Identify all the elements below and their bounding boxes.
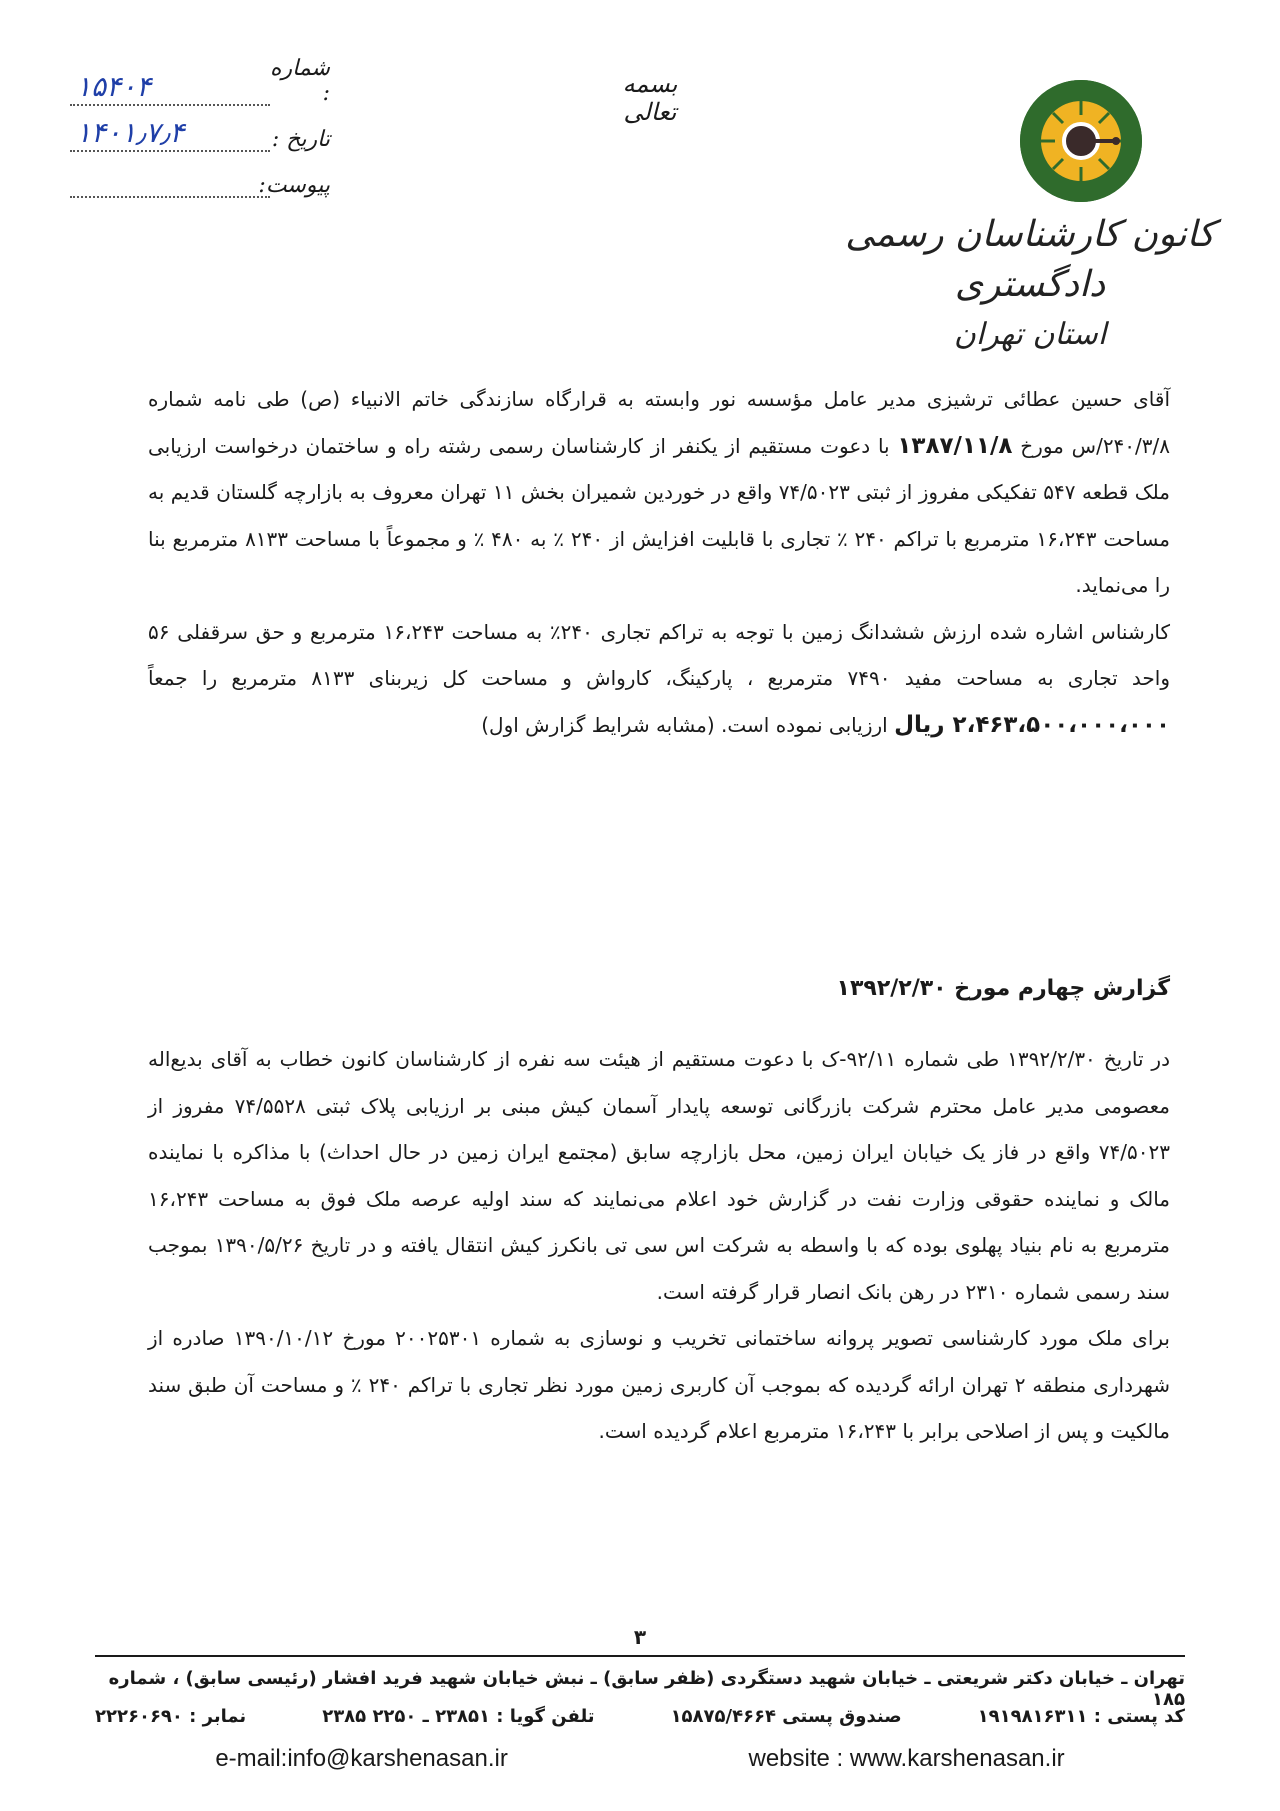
p2-amount: ۲،۴۶۳،۵۰۰،۰۰۰،۰۰۰ ریال — [894, 711, 1170, 738]
p2-text-b: ارزیابی نموده است. (مشابه شرایط گزارش اول) — [481, 712, 895, 737]
meta-attachment-value — [70, 162, 270, 198]
footer-contacts — [95, 1706, 1185, 1727]
footer-fax: نمابر : ۲۲۲۶۰۶۹۰ — [95, 1706, 247, 1727]
footer-email-link[interactable]: e-mail:info@karshenasan.ir — [215, 1745, 508, 1772]
footer-address: تهران ـ خیابان دکتر شریعتی ـ خیابان شهید دستگردی (ظفر سابق) ـ نبش خیابان شهید فرید افشار (رئیسی سابق) ، شماره ۱۸۵ — [108, 1668, 1185, 1710]
report-section-3 — [148, 376, 1170, 748]
footer-divider — [95, 1655, 1185, 1657]
paragraph-2 — [148, 609, 1170, 749]
org-name-line1: کانون کارشناسان رسمی دادگستری — [845, 214, 1215, 306]
bismillah: بسمه تعالی — [622, 70, 678, 126]
footer-phone: تلفن گویا : ۲۳۸۵۱ ـ ۲۲۵۰ ۲۳۸۵ — [322, 1706, 595, 1727]
footer-website-link[interactable]: website : www.karshenasan.ir — [748, 1745, 1065, 1772]
paragraph-1 — [148, 376, 1170, 609]
meta-date — [60, 106, 330, 152]
meta-date-label: تاریخ : — [271, 127, 330, 152]
p2-text-a: کارشناس اشاره شده ارزش ششدانگ زمین با توجه به تراکم تجاری ۲۴۰٪ به مساحت ۱۶،۲۴۳ مترمربع و حق سرقفلی ۵۶ واحد تجاری به مساحت مفید ۷۴۹۰ مترمربع ، پارکینگ، کارواش و مساحت کل زیربنای ۸۱۳۳ مترمربع را جمعاً — [148, 619, 1170, 690]
paragraph-4: برای ملک مورد کارشناسی تصویر پروانه ساختمانی تخریب و نوسازی به شماره ۲۰۰۲۵۳۰۱ مورخ ۱۳۹۰/۱۰/۱۲ صادره از شهرداری منطقه ۲ تهران ارائه گردیده که بموجب آن کاربری زمین مورد نظر تجاری با تراکم ۲۴۰ ٪ و مساحت آن طبق سند مالکیت و پس از اصلاحی برابر با ۱۶،۲۴۳ مترمربع اعلام گردیده است. — [148, 1326, 1171, 1443]
letter-meta — [60, 56, 330, 198]
meta-number-value: ۱۵۴۰۴ — [70, 70, 270, 106]
p1-text-a: آقای حسین عطائی ترشیزی مدیر عامل مؤسسه نور وابسته به قرارگاه سازندگی خاتم الانبیاء (ص) طی نامه شماره ۲۴۰/۳/۸/س مورخ — [148, 387, 1170, 458]
org-name — [840, 210, 1220, 359]
meta-date-value: ۱۴۰۱٫۷٫۴ — [70, 116, 270, 152]
footer-postal-code: کد پستی : ۱۹۱۹۸۱۶۳۱۱ — [977, 1706, 1185, 1727]
org-name-line2: استان تهران — [953, 316, 1107, 352]
p1-text-b: با دعوت مستقیم از یکنفر از کارشناسان رسمی رشته راه و ساختمان درخواست ارزیابی ملک قطعه ۵۴۷ تفکیکی مفروز از ثبتی ۷۴/۵۰۲۳ واقع در خوردین شمیران بخش ۱۱ تهران معروف به بازارچه گلستان قدیم به مساحت ۱۶،۲۴۳ مترمربع با تراکم ۲۴۰ ٪ تجاری با قابلیت افزایش از ۲۴۰ ٪ به ۴۸۰ ٪ و مجموعاً با مساحت ۸۱۳۳ مترمربع بنا را می‌نماید. — [148, 433, 1171, 597]
org-logo-icon — [1020, 80, 1142, 202]
footer-web — [95, 1745, 1185, 1773]
footer-po-box: صندوق پستی ۱۵۸۷۵/۴۶۶۴ — [670, 1706, 902, 1727]
paragraph-3: در تاریخ ۱۳۹۲/۲/۳۰ طی شماره ۹۲/۱۱-ک با دعوت مستقیم از هیئت سه نفره از کارشناسان کانون خطاب به آقای بدیع‌اله معصومی مدیر عامل محترم شرکت بازرگانی توسعه پایدار آسمان کیش مبنی بر ارزیابی پلاک ثبتی ۷۴/۵۵۲۸ مفروز از ۷۴/۵۰۲۳ واقع در فاز یک خیابان ایران زمین، محل بازارچه سابق (مجتمع ایران زمین در حال احداث) با مذاکره با نماینده مالک و نماینده حقوقی وزارت نفت در گزارش خود اعلام می‌نمایند که سند اولیه عرصه ملک فوق به مساحت ۱۶،۲۴۳ مترمربع به نام بنیاد پهلوی بوده که با واسطه به شرکت اس سی تی بانکرز کیش انتقال یافته و در تاریخ ۱۳۹۰/۵/۲۶ بموجب سند رسمی شماره ۲۳۱۰ در رهن بانک انصار قرار گرفته است. — [148, 1047, 1170, 1304]
p1-date: ۱۳۸۷/۱۱/۸ — [897, 432, 1013, 459]
meta-attachment-label: پیوست: — [258, 173, 330, 198]
meta-number — [60, 56, 330, 106]
section-heading: گزارش چهارم مورخ ۱۳۹۲/۲/۳۰ — [836, 976, 1170, 1001]
meta-attachment — [60, 152, 330, 198]
meta-number-label: شماره : — [269, 56, 330, 106]
page-number: ۳ — [633, 1625, 647, 1649]
report-section-4 — [148, 1036, 1170, 1455]
